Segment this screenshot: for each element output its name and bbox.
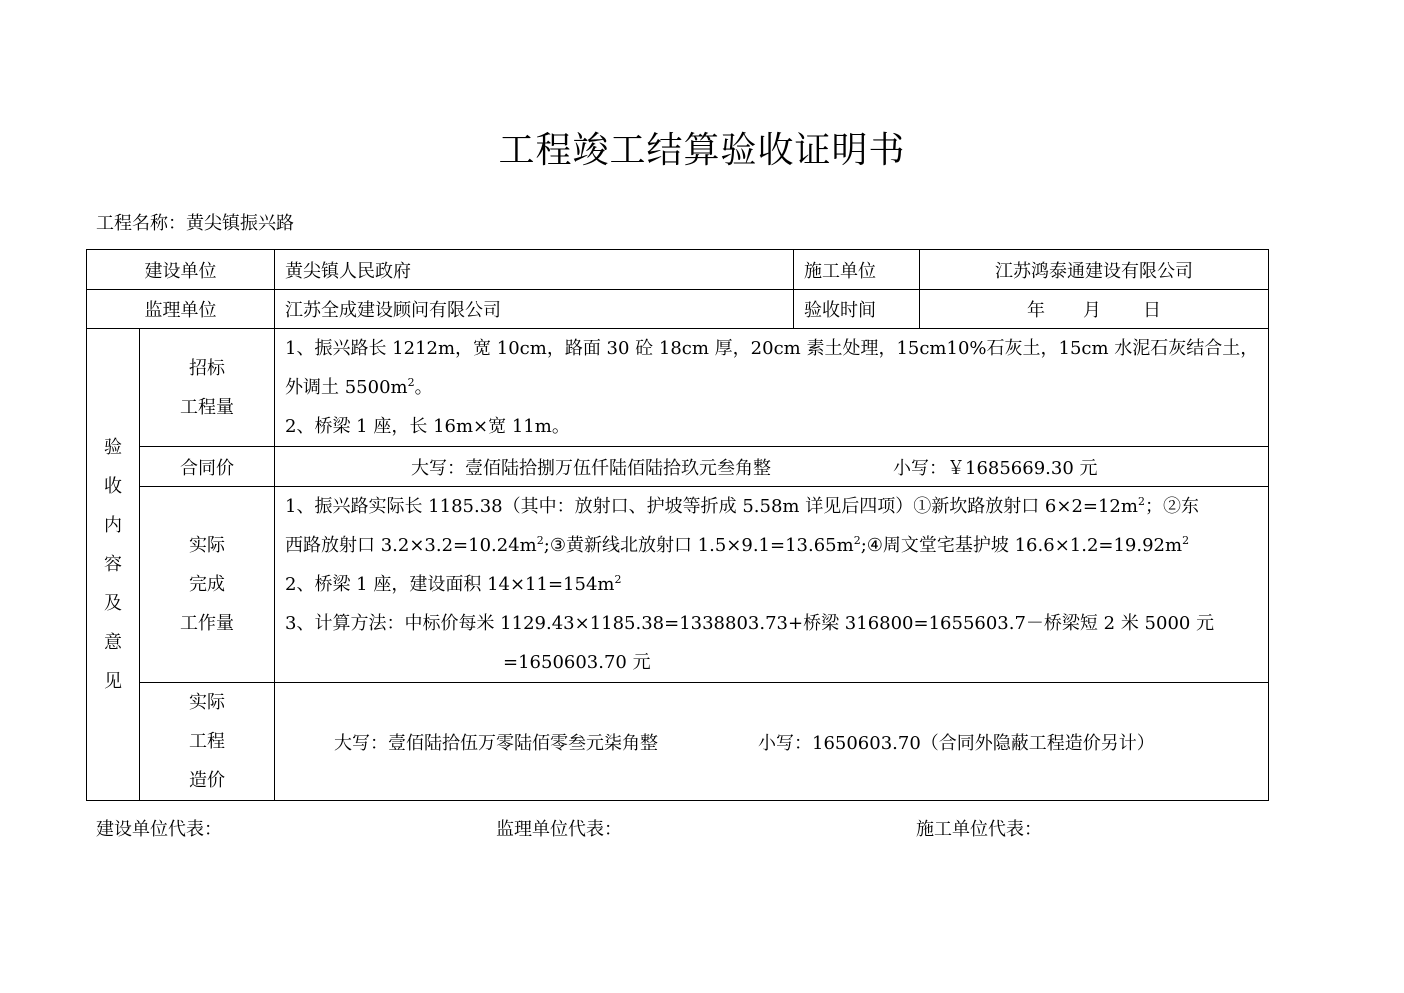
actual-work-content — [275, 487, 1269, 683]
bid-content — [275, 329, 1269, 447]
row-actual-work — [87, 487, 1269, 683]
row-supervisor — [87, 290, 1269, 329]
row-bid — [87, 329, 1269, 447]
contract-price-label: 合同价 — [140, 447, 275, 487]
builder-representative: 建设单位代表： — [96, 819, 222, 840]
actual-cost-upper: 大写：壹佰陆拾伍万零陆佰零叁元柒角整 — [334, 732, 658, 754]
contract-price-content — [275, 447, 1269, 487]
contractor-label: 施工单位 — [794, 250, 920, 290]
date-day: 日 — [1143, 300, 1161, 321]
acceptance-table — [86, 249, 1269, 801]
actual-cost-lower: 小写：1650603.70（合同外隐蔽工程造价另计） — [758, 732, 1155, 754]
date-year: 年 — [1027, 300, 1045, 321]
project-name-label: 工程名称： — [96, 213, 186, 234]
project-name-value: 黄尖镇振兴路 — [186, 213, 294, 234]
actual-work-line-1: 1、振兴路实际长 1185.38（其中：放射口、护坡等折成 5.58m 详见后四项）①新坎路放射口 $6\times 2=12m^2$；②东 — [285, 495, 1199, 517]
builder-value: 黄尖镇人民政府 — [275, 250, 794, 290]
bid-label: 招标 工程量 — [140, 329, 275, 447]
bid-line-1: 1、振兴路长 1212m，宽 10cm，路面 30 砼 18cm 厚，20cm 素土处理，15cm10%石灰土，15cm 水泥石灰结合土， — [285, 338, 1259, 359]
bid-line-3: 2、桥梁 1 座，长 16m×宽 11m。 — [285, 416, 570, 437]
actual-work-line-4: 3、计算方法：中标价每米 1129.43×1185.38=1338803.73+桥梁 316800=1655603.7－桥梁短 2 米 5000 元 — [285, 613, 1215, 634]
bid-line-2: 外调土 $5500m^2$。 — [285, 376, 433, 398]
actual-work-line-2: 西路放射口 $3.2\times 3.2=10.24m^2;③$黄新线北放射口 $1.5\times 9.1=13.65m^2;④$周文堂宅基护坡 $16.6\times 1.2=19.92m^2$ — [285, 534, 1190, 556]
row-contract-price — [87, 447, 1269, 487]
side-label-acceptance-content: 验 收 内 容 及 意 见 — [87, 329, 140, 801]
actual-work-line-5: =1650603.70 元 — [503, 652, 651, 673]
builder-label: 建设单位 — [87, 250, 275, 290]
supervisor-representative: 监理单位代表： — [496, 819, 622, 840]
acceptance-time-label: 验收时间 — [794, 290, 920, 329]
actual-cost-content — [275, 683, 1269, 801]
date-month: 月 — [1083, 300, 1101, 321]
contractor-representative: 施工单位代表： — [916, 819, 1042, 840]
page-title: 工程竣工结算验收证明书 — [498, 130, 906, 171]
acceptance-date — [920, 290, 1269, 329]
actual-cost-label: 实际 工程 造价 — [140, 683, 275, 801]
row-builder — [87, 250, 1269, 290]
supervisor-label: 监理单位 — [87, 290, 275, 329]
contract-price-upper: 大写：壹佰陆拾捌万伍仟陆佰陆拾玖元叁角整 — [411, 457, 771, 479]
supervisor-value: 江苏全成建设顾问有限公司 — [275, 290, 794, 329]
actual-work-line-3: 2、桥梁 1 座，建设面积 $14\times 11=154m^2$ — [285, 573, 622, 595]
actual-work-label: 实际 完成 工作量 — [140, 487, 275, 683]
row-actual-cost — [87, 683, 1269, 801]
contract-price-lower: 小写：￥1685669.30 元 — [893, 457, 1098, 479]
contractor-value: 江苏鸿泰通建设有限公司 — [920, 250, 1269, 290]
project-name — [96, 209, 294, 235]
